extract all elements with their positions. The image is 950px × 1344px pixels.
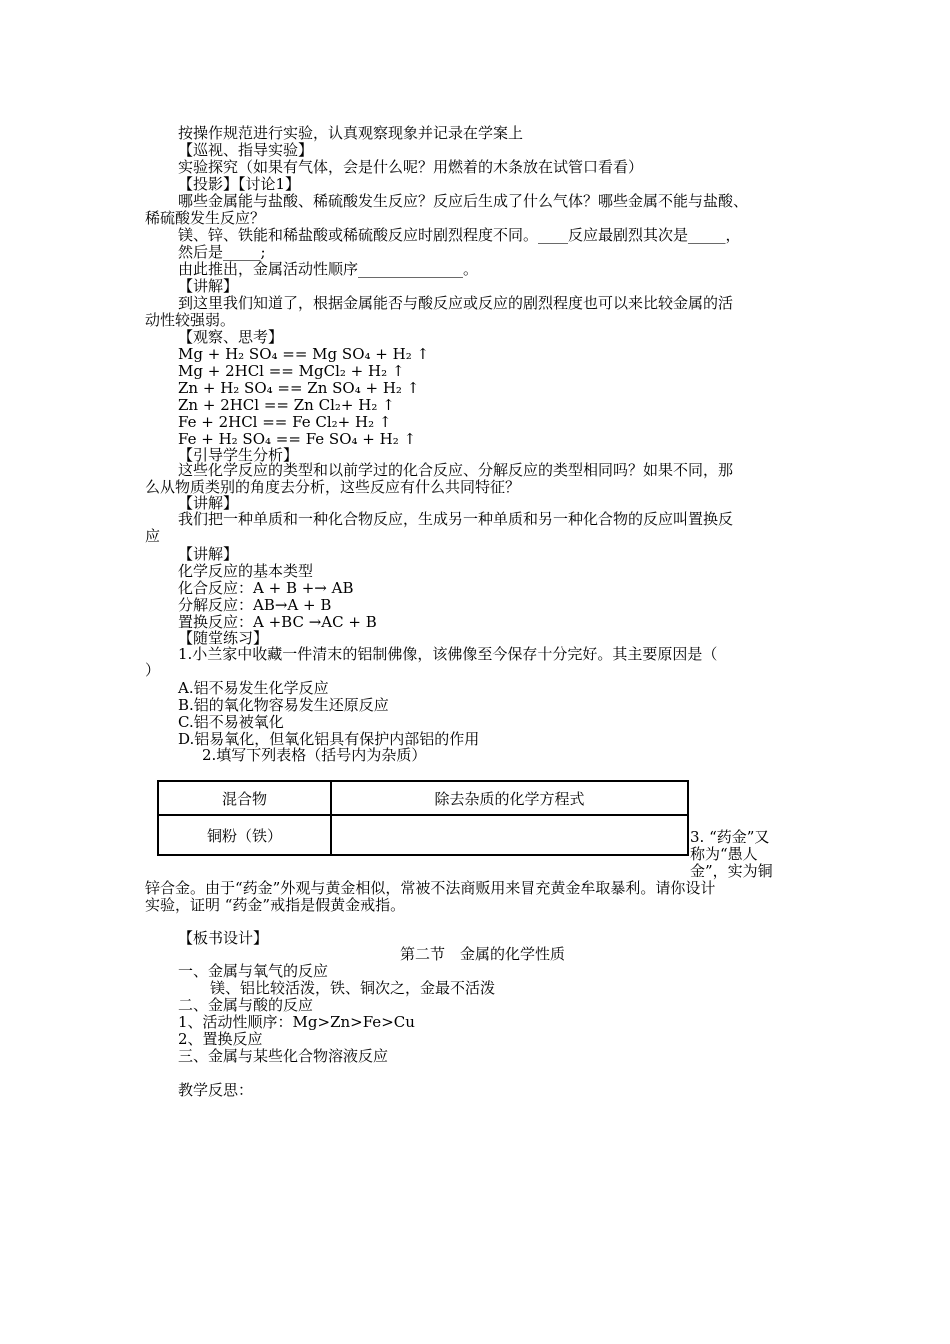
instruction-line: 按操作规范进行实验，认真观察现象并记录在学案上 [178,124,524,142]
table-row [158,815,688,855]
section-heading: 【讲解】 [178,545,239,563]
section-heading: 【讲解】 [178,494,239,512]
text-line: 化学反应的基本类型 [178,562,314,580]
q3-text: 锌合金。由于“药金”外观与黄金相似，常被不法商贩用来冒充黄金牟取暴利。请你设计 [145,879,716,897]
q3-side-text: 3. “药金”又 [690,828,770,846]
equation-line: Zn + H₂ SO₄ == Zn SO₄ + H₂ ↑ [178,379,420,397]
option-a: A.铝不易发生化学反应 [178,679,329,697]
equation-line: Fe + 2HCl == Fe Cl₂+ H₂ ↑ [178,413,392,431]
text-line: 到这里我们知道了，根据金属能否与酸反应或反应的剧烈程度也可以来比较金属的活 [178,294,734,312]
table-cell [331,815,688,855]
board-item: 2、置换反应 [178,1030,263,1048]
option-c: C.铝不易被氧化 [178,713,284,731]
reaction-type-line: 化合反应：A + B +→ AB [178,579,354,597]
board-title: 第二节 金属的化学性质 [400,945,566,963]
reaction-type-line: 置换反应：A +BC →AC + B [178,613,377,631]
section-heading: 【随堂练习】 [178,629,269,647]
table-cell: 铜粉（铁） [158,815,331,855]
text-line: 这些化学反应的类型和以前学过的化合反应、分解反应的类型相同吗？如果不同，那 [178,461,734,479]
q3-side-text: 金”，实为铜 [690,862,773,880]
equation-line: Fe + H₂ SO₄ == Fe SO₄ + H₂ ↑ [178,430,417,448]
fill-blank-line: 镁、锌、铁能和稀盐酸或稀硫酸反应时剧烈程度不同。____反应最剧烈其次是_____， [178,226,741,244]
reaction-type-line: 分解反应：AB→A + B [178,596,332,614]
section-heading: 【讲解】 [178,277,239,295]
text-line: 么从物质类别的角度去分析，这些反应有什么共同特征？ [145,478,521,496]
section-heading: 【引导学生分析】 [178,446,299,464]
equation-line: Mg + H₂ SO₄ == Mg SO₄ + H₂ ↑ [178,345,430,363]
teaching-reflection: 教学反思： [178,1081,254,1099]
table-header-row [158,781,688,815]
text-line: 实验探究（如果有气体，会是什么呢？用燃着的木条放在试管口看看） [178,158,644,176]
board-item: 一、金属与氧气的反应 [178,962,329,980]
exercise-question: ） [145,661,161,679]
text-line: 我们把一种单质和一种化合物反应，生成另一种单质和另一种化合物的反应叫置换反 [178,510,734,528]
fill-blank-line: 由此推出，金属活动性顺序______________。 [178,260,479,278]
q3-side-text: 称为“愚人 [690,845,758,863]
equation-line: Mg + 2HCl == MgCl₂ + H₂ ↑ [178,362,405,380]
section-heading: 【巡视、指导实验】 [178,141,314,159]
board-item: 三、金属与某些化合物溶液反应 [178,1047,389,1065]
table-header: 混合物 [158,781,331,815]
text-line: 应 [145,527,161,545]
fill-blank-line: 然后是_____; [178,243,266,261]
section-heading: 【观察、思考】 [178,328,284,346]
text-line: 动性较强弱。 [145,311,236,329]
question-line: 稀硫酸发生反应？ [145,209,266,227]
option-b: B.铝的氧化物容易发生还原反应 [178,696,389,714]
question-line: 哪些金属能与盐酸、稀硫酸发生反应？反应后生成了什么气体？哪些金属不能与盐酸、 [178,192,749,210]
equation-line: Zn + 2HCl == Zn Cl₂+ H₂ ↑ [178,396,395,414]
table-header: 除去杂质的化学方程式 [331,781,688,815]
board-item: 镁、铝比较活泼，铁、铜次之，金最不活泼 [210,979,496,997]
section-heading: 【投影】【讨论1】 [178,175,301,193]
board-item: 1、活动性顺序：Mg>Zn>Fe>Cu [178,1013,415,1031]
impurity-table [157,780,689,856]
exercise-question: 2.填写下列表格（括号内为杂质） [202,746,427,764]
q3-text: 实验，证明 “药金”戒指是假黄金戒指。 [145,896,406,914]
board-heading: 【板书设计】 [178,929,269,947]
board-item: 二、金属与酸的反应 [178,996,314,1014]
option-d: D.铝易氧化，但氧化铝具有保护内部铝的作用 [178,730,480,748]
exercise-question: 1.小兰家中收藏一件清末的铝制佛像，该佛像至今保存十分完好。其主要原因是（ [178,645,718,663]
